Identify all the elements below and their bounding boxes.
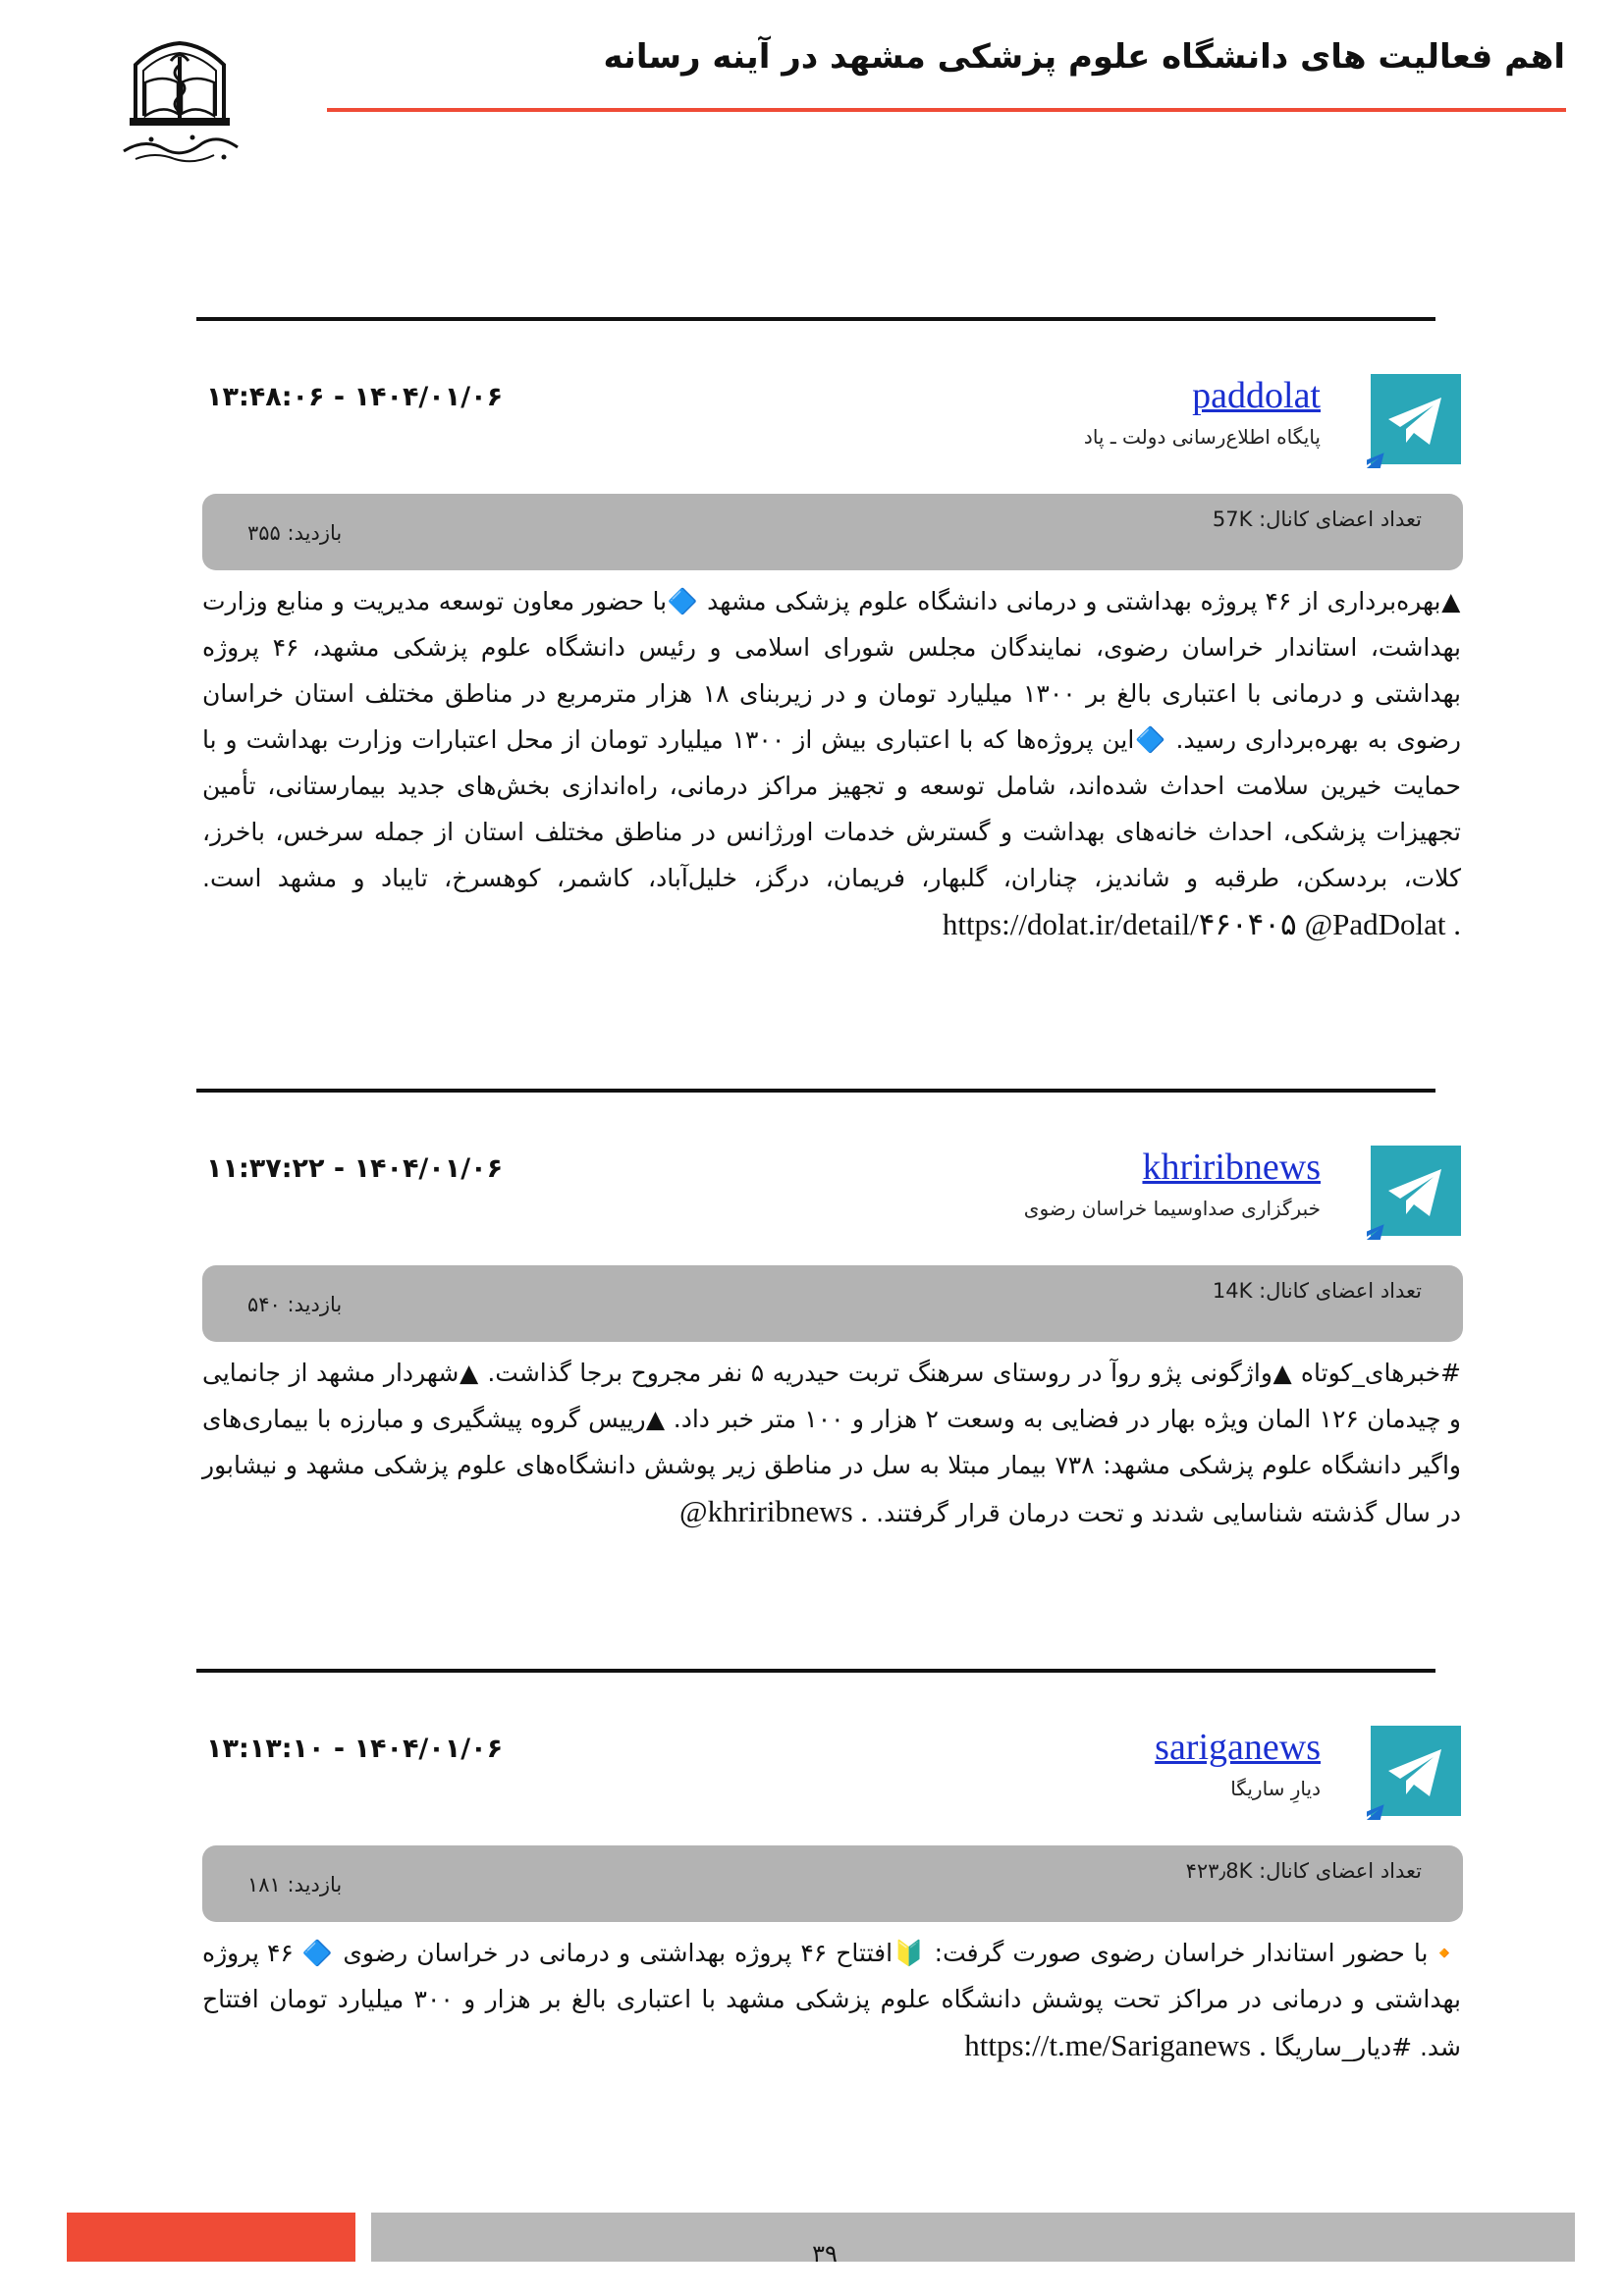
post-body <box>202 578 1461 949</box>
post-divider <box>196 1089 1435 1093</box>
post-datetime: ۱۴۰۴/۰۱/۰۶ - ۱۳:۱۳:۱۰ <box>206 1734 504 1764</box>
member-count: تعداد اعضای کانال: 57K <box>1212 507 1422 531</box>
telegram-icon <box>1367 374 1461 468</box>
header-divider <box>327 108 1566 112</box>
channel-name-link[interactable]: sariganews <box>1155 1727 1321 1768</box>
post-text: 🔸با حضور استاندار خراسان رضوی صورت گرفت: 🔰افتتاح ۴۶ پروژه بهداشتی و درمانی در خراسان رضوی 🔷 ۴۶ پروژه بهداشتی و درمانی در مراکز تحت پوشش دانشگاه علوم پزشکی مشهد با اعتباری بالغ بر هزار و ۳۰۰ میلیارد تومان افتتاح شد. #دیار_ساریگا <box>202 1939 1461 2061</box>
footer-bar <box>371 2213 1575 2262</box>
post-link[interactable]: https://dolat.ir/detail/۴۶۰۴۰۵ <box>942 907 1297 941</box>
post-handle: @khriribnews . <box>679 1494 869 1528</box>
view-count: بازدید: ۵۴۰ <box>247 1293 343 1316</box>
post-divider <box>196 317 1435 321</box>
channel-stats-bar <box>202 1265 1463 1342</box>
channel-name-link[interactable]: khriribnews <box>1142 1147 1321 1188</box>
post-datetime: ۱۴۰۴/۰۱/۰۶ - ۱۱:۳۷:۲۲ <box>206 1153 504 1184</box>
telegram-icon <box>1367 1726 1461 1820</box>
footer-accent-bar <box>67 2213 355 2262</box>
page-number: ۳۹ <box>812 2240 838 2268</box>
channel-subtitle: پایگاه اطلاع‌رسانی دولت ـ پاد <box>1083 425 1321 449</box>
page-title: اهم فعالیت های دانشگاه علوم پزشکی مشهد در آینه رسانه <box>603 37 1565 77</box>
channel-subtitle: خبرگزاری صداوسیما خراسان رضوی <box>1023 1197 1321 1220</box>
channel-name-link[interactable]: paddolat <box>1192 375 1321 416</box>
post-divider <box>196 1669 1435 1673</box>
channel-stats-bar <box>202 494 1463 570</box>
post-handle: . <box>1259 2028 1267 2062</box>
post-handle: @PadDolat . <box>1304 907 1461 941</box>
channel-stats-bar <box>202 1845 1463 1922</box>
post-body <box>202 1930 1461 2070</box>
view-count: بازدید: ۳۵۵ <box>247 521 343 545</box>
post-link[interactable]: https://t.me/Sariganews <box>964 2028 1252 2062</box>
channel-subtitle: دیارِ ساریگا <box>1230 1777 1321 1800</box>
post-text: ▲بهره‌برداری از ۴۶ پروژه بهداشتی و درمانی دانشگاه علوم پزشکی مشهد 🔷با حضور معاون توسعه مدیریت و منابع وزارت بهداشت، استاندار خراسان رضوی، نمایندگان مجلس شورای اسلامی و رئیس دانشگاه علوم پزشکی مشهد، ۴۶ پروژه بهداشتی و درمانی با اعتباری بالغ بر ۱۳۰۰ میلیارد تومان و در زیربنای ۱۸ هزار مترمربع در مناطق مختلف استان خراسان رضوی به بهره‌برداری رسید. 🔷این پروژه‌ها که با اعتباری بیش از ۱۳۰۰ میلیارد تومان از محل اعتبارات وزارت بهداشت و با حمایت خیرین سلامت احداث شده‌اند، شامل توسعه و تجهیز مراکز درمانی، راه‌اندازی بخش‌های جدید بیمارستانی، تأمین تجهیزات پزشکی، احداث خانه‌های بهداشت و گسترش خدمات اورژانس در مناطق مختلف استان از جمله سرخس، باخرز، کلات، بردسکن، طرقبه و شاندیز، چناران، گلبهار، فریمان، درگز، خلیل‌آباد، کاشمر، کوهسرخ، تایباد و مشهد است. <box>202 587 1461 892</box>
member-count: تعداد اعضای کانال: ۴۲۳٫8K <box>1185 1859 1422 1883</box>
university-emblem-icon <box>116 35 244 165</box>
telegram-icon <box>1367 1146 1461 1240</box>
member-count: تعداد اعضای کانال: 14K <box>1212 1279 1422 1303</box>
post-datetime: ۱۴۰۴/۰۱/۰۶ - ۱۳:۴۸:۰۶ <box>206 382 504 412</box>
view-count: بازدید: ۱۸۱ <box>247 1873 343 1896</box>
post-text: #خبرهای_کوتاه ▲واژگونی پژو روآ در روستای سرهنگ تربت حیدریه ۵ نفر مجروح برجا گذاشت. ▲شهردار مشهد از جانمایی و چیدمان ۱۲۶ المان ویژه بهار در فضایی به وسعت ۲ هزار و ۱۰۰ متر خبر داد. ▲رییس گروه پیشگیری و مبارزه با بیماری‌های واگیر دانشگاه علوم پزشکی مشهد: ۷۳۸ بیمار مبتلا به سل در مناطق زیر پوشش دانشگاه‌های علوم پزشکی مشهد و نیشابور در سال گذشته شناسایی شدند و تحت درمان قرار گرفتند. <box>202 1359 1462 1527</box>
post-body <box>202 1350 1461 1536</box>
